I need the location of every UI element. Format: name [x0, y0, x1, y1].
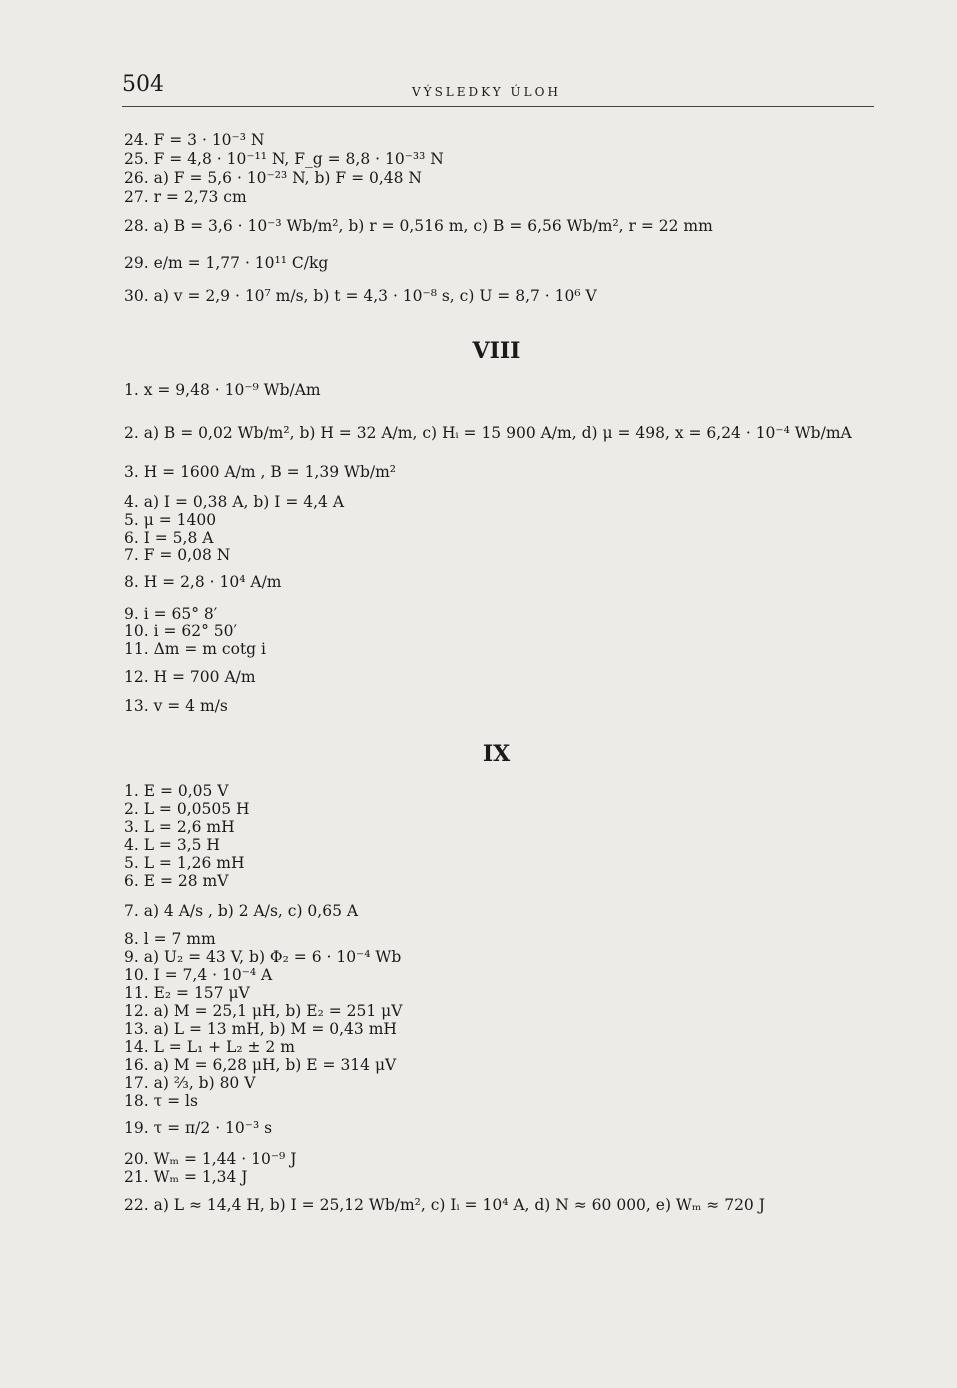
answer-line: 28. a) B = 3,6 · 10⁻³ Wb/m², b) r = 0,516 m, c) B = 6,56 Wb/m², r = 22 mm [124, 217, 713, 235]
answer-line: 12. H = 700 A/m [124, 668, 256, 686]
header-rule [122, 106, 874, 107]
answer-line: 27. r = 2,73 cm [124, 188, 247, 206]
answer-line: 9. i = 65° 8′ [124, 605, 218, 623]
answer-line: 11. E₂ = 157 μV [124, 984, 250, 1002]
answer-line: 11. Δm = m cotg i [124, 640, 266, 658]
answer-line: 10. I = 7,4 · 10⁻⁴ A [124, 966, 273, 984]
answer-line: 18. τ = ls [124, 1092, 198, 1110]
answer-line: 5. L = 1,26 mH [124, 854, 245, 872]
answer-line: 1. x = 9,48 · 10⁻⁹ Wb/Am [124, 381, 321, 399]
answer-line: 29. e/m = 1,77 · 10¹¹ C/kg [124, 254, 329, 272]
answer-line: 21. Wₘ = 1,34 J [124, 1168, 248, 1186]
answer-line: 16. a) M = 6,28 μH, b) E = 314 μV [124, 1056, 397, 1074]
answer-line: 8. l = 7 mm [124, 930, 216, 948]
answer-line: 2. a) B = 0,02 Wb/m², b) H = 32 A/m, c) Hᵢ = 15 900 A/m, d) μ = 498, x = 6,24 · 10⁻⁴ Wb/mA [124, 424, 852, 442]
answer-line: 4. L = 3,5 H [124, 836, 220, 854]
answer-line: 1. E = 0,05 V [124, 782, 229, 800]
running-title: VÝSLEDKY ÚLOH [412, 85, 561, 99]
answer-line: 12. a) M = 25,1 μH, b) E₂ = 251 μV [124, 1002, 403, 1020]
answer-line: 13. v = 4 m/s [124, 697, 228, 715]
answer-line: 13. a) L = 13 mH, b) M = 0,43 mH [124, 1020, 397, 1038]
answer-line: 26. a) F = 5,6 · 10⁻²³ N, b) F = 0,48 N [124, 169, 422, 187]
answer-line: 20. Wₘ = 1,44 · 10⁻⁹ J [124, 1150, 297, 1168]
answer-line: 24. F = 3 · 10⁻³ N [124, 131, 265, 149]
answer-line: 10. i = 62° 50′ [124, 622, 238, 640]
answer-line: 17. a) ⅔, b) 80 V [124, 1074, 256, 1092]
answer-line: 3. L = 2,6 mH [124, 818, 235, 836]
answer-line: 4. a) I = 0,38 A, b) I = 4,4 A [124, 493, 345, 511]
answer-line: 7. F = 0,08 N [124, 546, 231, 564]
page-header [122, 72, 874, 112]
answer-line: 2. L = 0,0505 H [124, 800, 250, 818]
answer-line: 19. τ = π/2 · 10⁻³ s [124, 1119, 273, 1137]
answer-line: 8. H = 2,8 · 10⁴ A/m [124, 573, 282, 591]
answer-line: 7. a) 4 A/s , b) 2 A/s, c) 0,65 A [124, 902, 359, 920]
answer-line: 6. I = 5,8 A [124, 529, 214, 547]
page-number: 504 [122, 72, 164, 97]
answer-line: 30. a) v = 2,9 · 10⁷ m/s, b) t = 4,3 · 10⁻⁸ s, c) U = 8,7 · 10⁶ V [124, 287, 597, 305]
answer-line: 5. μ = 1400 [124, 511, 217, 529]
section-heading-ix: IX [482, 741, 511, 767]
answer-line: 22. a) L ≈ 14,4 H, b) I = 25,12 Wb/m², c) Iᵢ = 10⁴ A, d) N ≈ 60 000, e) Wₘ ≈ 720 J [124, 1196, 765, 1214]
answer-line: 3. H = 1600 A/m , B = 1,39 Wb/m² [124, 463, 396, 481]
answer-line: 25. F = 4,8 · 10⁻¹¹ N, F_g = 8,8 · 10⁻³³ N [124, 150, 444, 168]
answer-line: 14. L = L₁ + L₂ ± 2 m [124, 1038, 295, 1056]
section-heading-viii: VIII [472, 338, 521, 364]
answer-line: 9. a) U₂ = 43 V, b) Φ₂ = 6 · 10⁻⁴ Wb [124, 948, 402, 966]
answer-line: 6. E = 28 mV [124, 872, 229, 890]
